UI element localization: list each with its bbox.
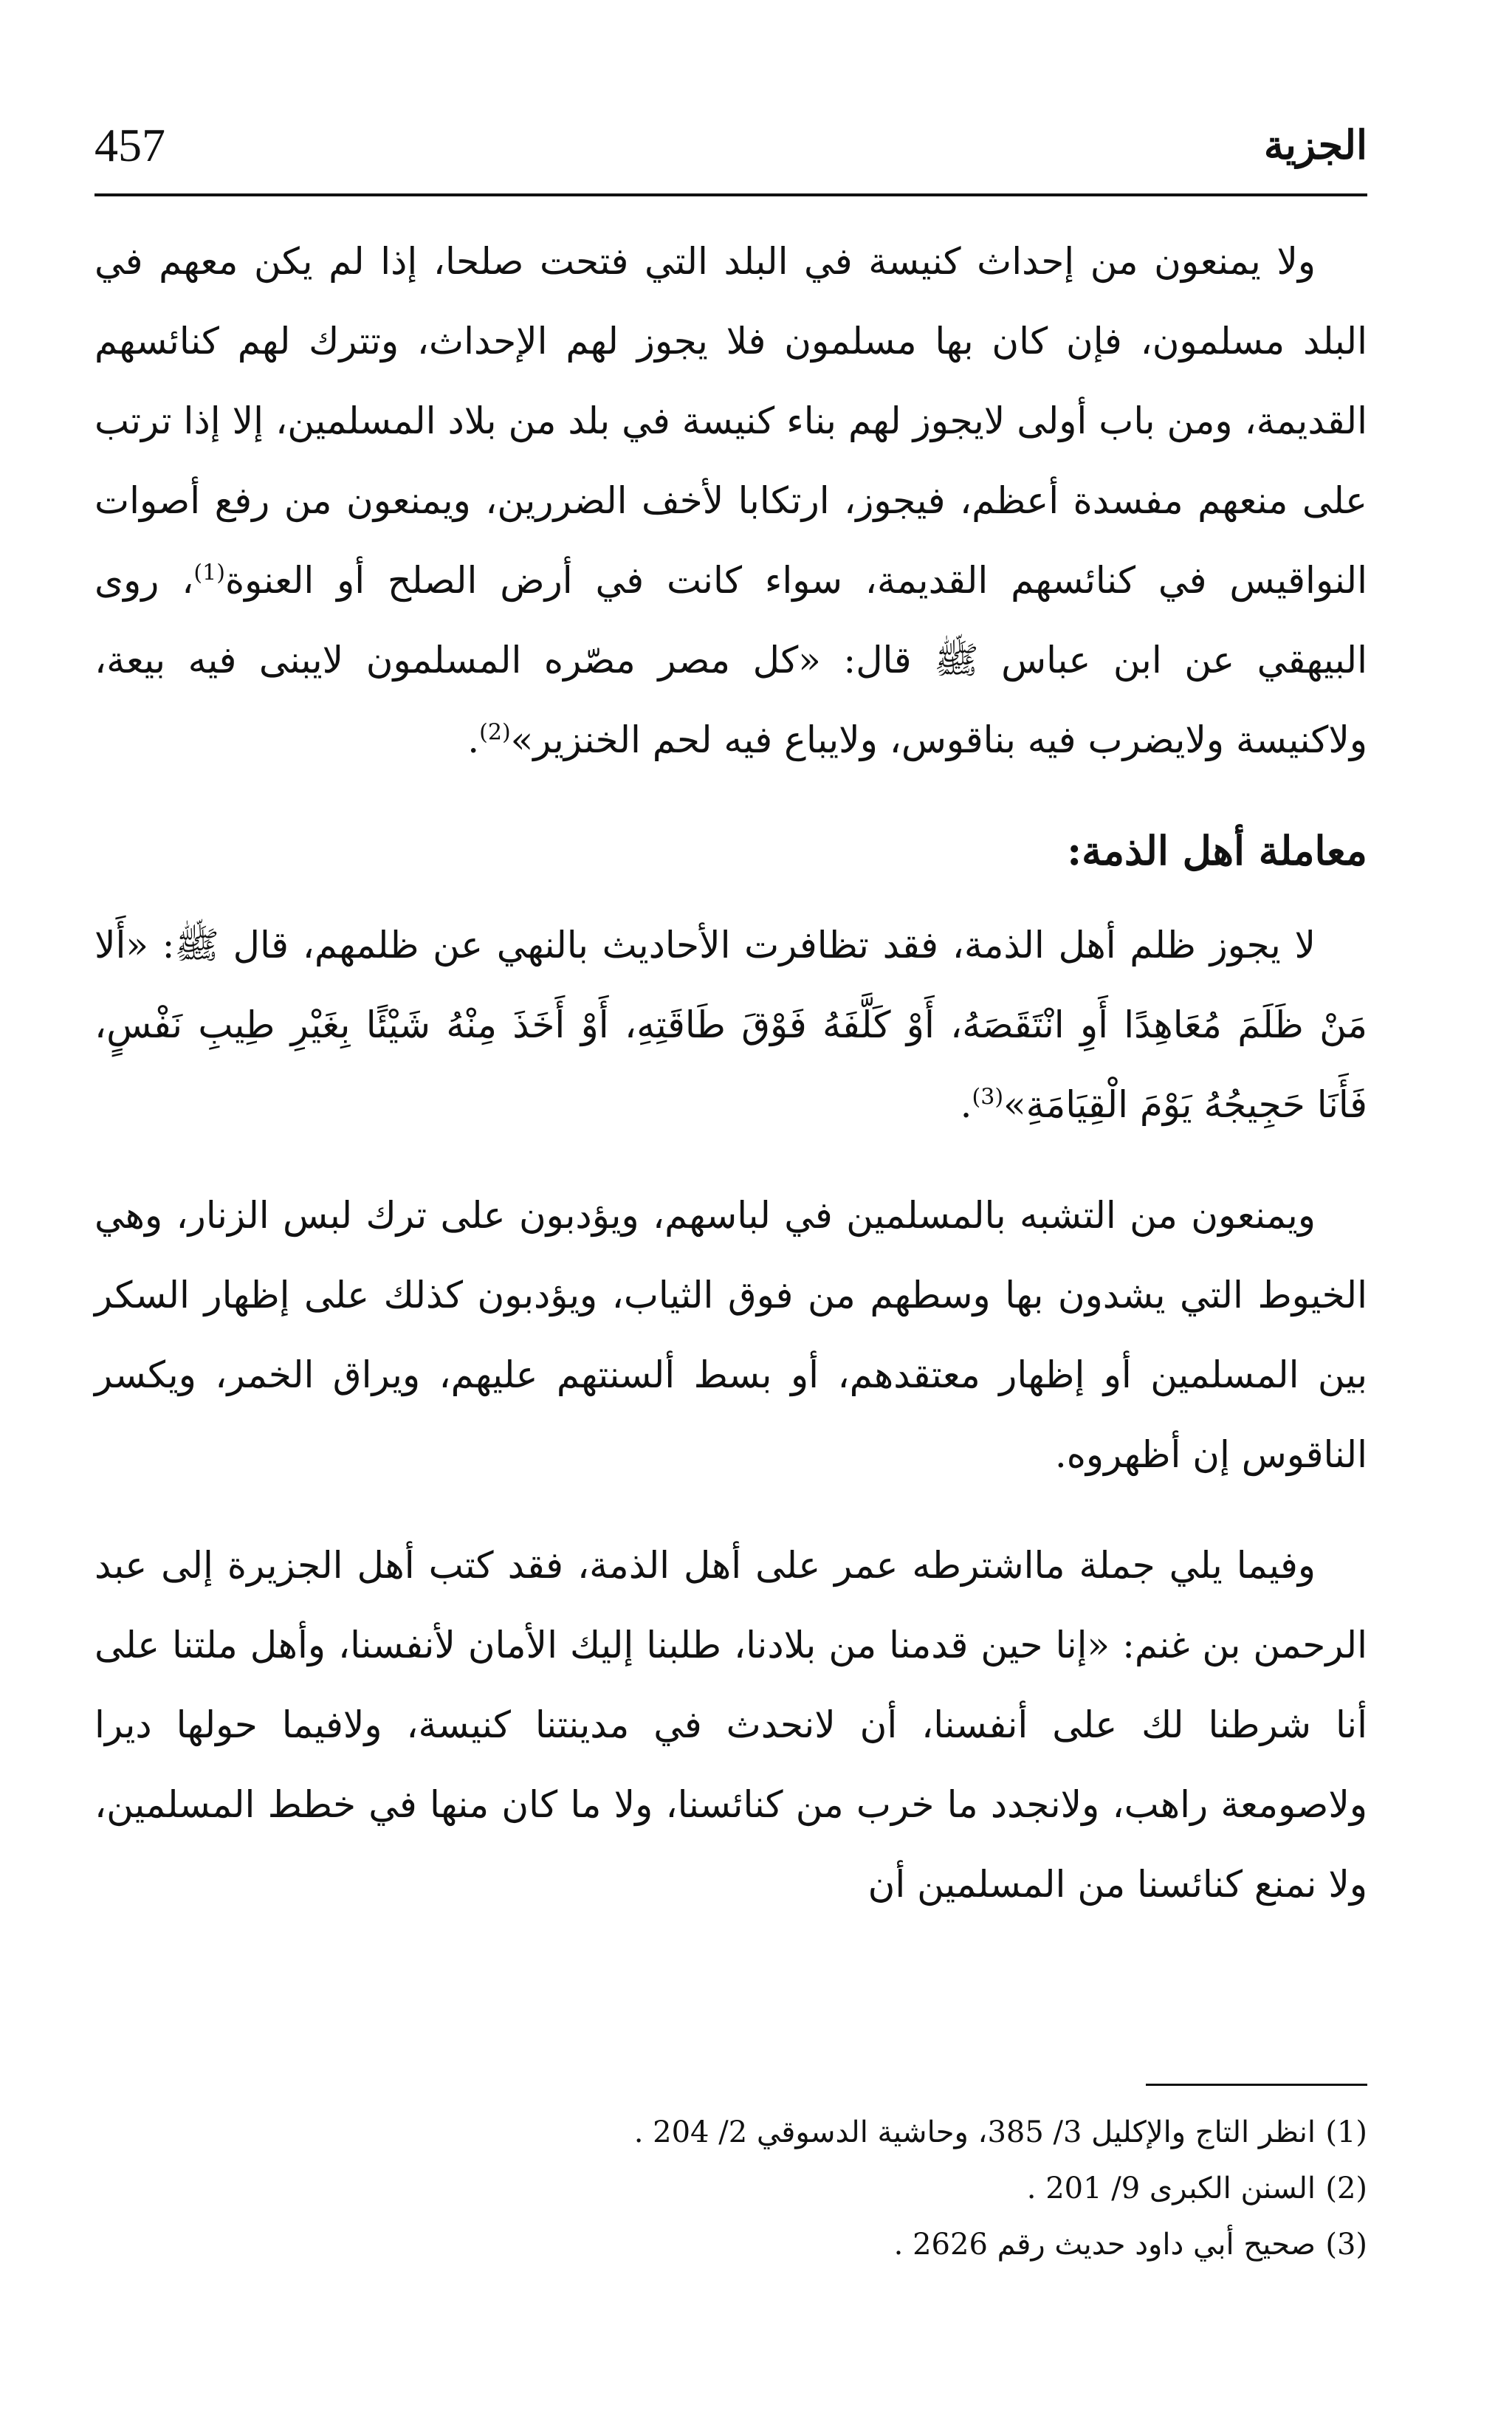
footnote-ref-3: (3) bbox=[972, 1084, 1004, 1110]
footnote-text: صحيح أبي داود حديث رقم 2626 . bbox=[893, 2228, 1316, 2262]
paragraph-end: . bbox=[960, 1083, 972, 1126]
paragraph-dress: ويمنعون من التشبه بالمسلمين في لباسهم، ويؤدبون على ترك لبس الزنار، وهي الخيوط التي يشدون بها وسطهم من فوق الثياب، ويؤدبون كذلك على إظهار السكر بين المسلمين أو إظهار معتقدهم، أو بسط ألسنتهم عليهم، ويراق الخمر، ويكسر الناقوس إن أظهروه. bbox=[94, 1194, 1367, 1476]
page-header bbox=[94, 111, 1367, 192]
footnote-text: السنن الكبرى 9/ 201 . bbox=[1026, 2172, 1316, 2205]
running-title: الجزية bbox=[1263, 121, 1367, 168]
footnote-number: (2) bbox=[1325, 2172, 1367, 2205]
page-body bbox=[94, 222, 1367, 1924]
page-number: 457 bbox=[94, 119, 165, 171]
paragraph-umar-conditions: وفيما يلي جملة مااشترطه عمر على أهل الذمة، فقد كتب أهل الجزيرة إلى عبد الرحمن بن غنم: «إنا حين قدمنا من بلادنا، طلبنا إليك الأمان لأنفسنا، وأهل ملتنا على أنا شرطنا لك على أنفسنا، أن لانحدث في مدينتنا كنيسة، ولافيما حولها ديرا ولاصومعة راهب، ولانجدد ما خرب من كنائسنا، ولا ما كان منها في خطط المسلمين، ولا نمنع كنائسنا من المسلمين أن bbox=[94, 1544, 1367, 1906]
paragraph-churches bbox=[94, 222, 1367, 780]
section-heading: معاملة أهل الذمة: bbox=[1067, 827, 1367, 874]
footnote-ref-1: (1) bbox=[193, 560, 225, 586]
footnote-2 bbox=[94, 2160, 1367, 2217]
footnotes bbox=[94, 2104, 1367, 2273]
footnote-text: انظر التاج والإكليل 3/ 385، وحاشية الدسوقي 2/ 204 . bbox=[633, 2115, 1316, 2149]
footnote-rule bbox=[1146, 2084, 1367, 2086]
paragraph-end: . bbox=[467, 718, 480, 761]
footnote-1 bbox=[94, 2104, 1367, 2160]
footnote-3 bbox=[94, 2217, 1367, 2273]
paragraph-text: لا يجوز ظلم أهل الذمة، فقد تظافرت الأحاديث بالنهي عن ظلمهم، قال ﷺ: «أَلا مَنْ ظَلَمَ مُعَاهِدًا أَوِ انْتَقَصَهُ، أَوْ كَلَّفَهُ فَوْقَ طَاقَتِهِ، أَوْ أَخَذَ مِنْهُ شَيْئًا بِغَيْرِ طِيبِ نَفْسٍ، فَأَنَا حَجِيجُهُ يَوْمَ الْقِيَامَةِ» bbox=[94, 924, 1367, 1126]
footnote-number: (3) bbox=[1325, 2228, 1367, 2262]
paragraph-text: ، روى البيهقي عن ابن عباس ﷺ قال: «كل مصر مصّره المسلمون لايبنى فيه بيعة، ولاكنيسة ولايضرب فيه بناقوس، ولايباع فيه لحم الخنزير» bbox=[94, 559, 1367, 761]
paragraph-text: ولا يمنعون من إحداث كنيسة في البلد التي فتحت صلحا، إذا لم يكن معهم في البلد مسلمون، فإن كان بها مسلمون فلا يجوز لهم الإحداث، وتترك لهم كنائسهم القديمة، ومن باب أولى لايجوز لهم بناء كنيسة في بلد من بلاد المسلمين، إلا إذا ترتب على منعهم مفسدة أعظم، فيجوز، ارتكابا لأخف الضررين، ويمنعون من رفع أصوات النواقيس في كنائسهم القديمة، سواء كانت في أرض الصلح أو العنوة bbox=[94, 240, 1367, 602]
paragraph-treatment bbox=[94, 905, 1367, 1144]
header-rule bbox=[94, 193, 1367, 196]
footnote-ref-2: (2) bbox=[479, 719, 511, 746]
footnote-number: (1) bbox=[1325, 2115, 1367, 2149]
